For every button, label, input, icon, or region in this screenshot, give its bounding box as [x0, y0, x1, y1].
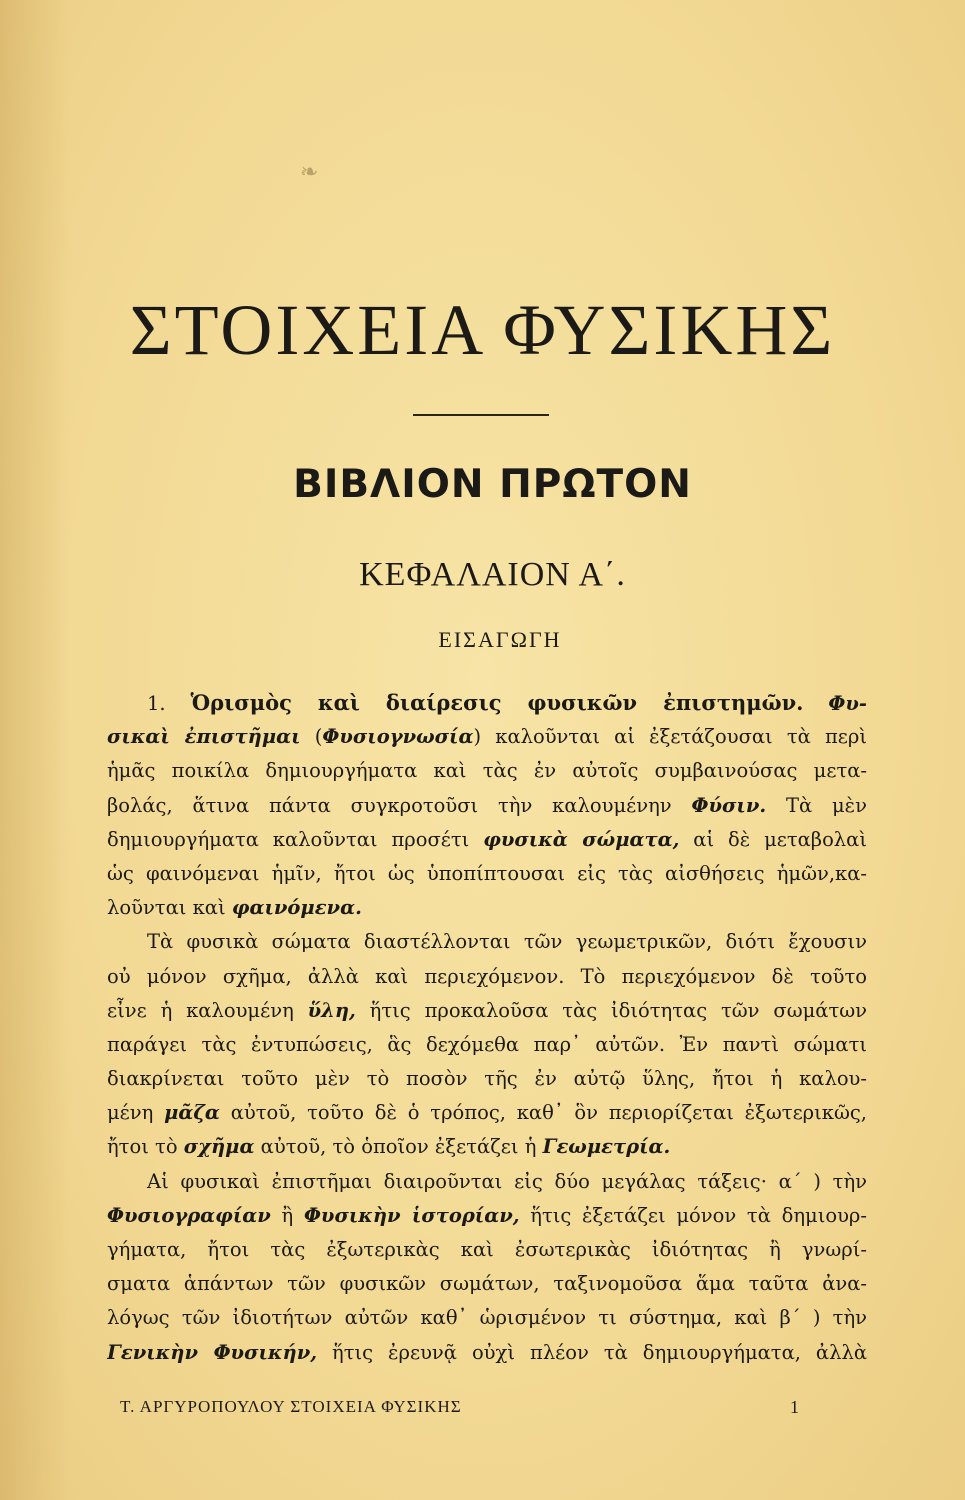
text-span: ἥτις ἐξετάζει μόνον τὰ δημιουρ- — [530, 1203, 867, 1227]
paragraph-number: 1. — [147, 692, 166, 715]
book-heading: ΒΙΒΛΙΟΝ ΠΡΩΤΟΝ — [293, 462, 692, 507]
emphasis-term: Φυ- — [828, 692, 867, 715]
paragraph-heading: Ὁρισμὸς καὶ διαίρεσις φυσικῶν ἐπιστημῶν. — [190, 690, 804, 715]
body-text — [107, 686, 867, 1370]
text-span: μένη — [107, 1101, 154, 1125]
ink-smudge: ❧ — [300, 160, 319, 185]
text-line — [107, 994, 867, 1028]
emphasis-term: ὕλη, — [307, 998, 356, 1022]
text-line: παράγει τὰς ἐντυπώσεις, ἃς δεχόμεθα παρ᾽ αὐτῶν. Ἐν παντὶ σώματι — [107, 1032, 867, 1056]
section-heading: ΕΙΣΑΓΩΓΗ — [438, 627, 562, 652]
text-span: βολάς, ἅτινα πάντα συγκροτοῦσι τὴν καλουμένην — [107, 793, 672, 817]
text-line — [107, 686, 867, 720]
text-line: οὐ μόνον σχῆμα, ἀλλὰ καὶ περιεχόμενον. Τὸ περιεχόμενον δὲ τοῦτο — [107, 964, 867, 988]
emphasis-term: Γεωμετρία. — [542, 1135, 671, 1159]
text-line — [107, 1130, 867, 1164]
text-span: ἤτοι τὸ — [107, 1135, 178, 1159]
emphasis-term: φαινόμενα. — [231, 896, 362, 920]
text-line: γήματα, ἤτοι τὰς ἐξωτερικὰς καὶ ἐσωτερικὰς ἰδιότητας ἢ γνωρί- — [107, 1238, 867, 1261]
text-line — [107, 823, 867, 857]
text-line: διακρίνεται τοῦτο μὲν τὸ ποσὸν τῆς ἐν αὐτῷ ὕλης, ἤτοι ἡ καλου- — [107, 1067, 867, 1091]
emphasis-term: Φυσιογραφίαν — [107, 1203, 271, 1227]
emphasis-term: μᾶζα — [164, 1101, 220, 1125]
emphasis-term: σικαὶ ἐπιστῆμαι — [107, 725, 301, 749]
text-span: δημιουργήματα καλοῦνται προσέτι — [107, 827, 470, 851]
text-span: ἥτις ἐρευνᾷ οὐχὶ πλέον τὰ δημιουργήματα, ἀλλὰ — [332, 1340, 867, 1364]
title-divider — [413, 414, 549, 416]
text-line — [107, 1096, 867, 1130]
chapter-heading: ΚΕΦΑΛΑΙΟΝ Α΄. — [359, 556, 626, 593]
page-signature: Τ. ΑΡΓΥΡΟΠΟΥΛΟΥ ΣΤΟΙΧΕΙΑ ΦΥΣΙΚΗΣ — [120, 1397, 462, 1416]
emphasis-term: σχῆμα — [183, 1135, 255, 1159]
book-title: ΣΤΟΙΧΕΙΑ ΦΥΣΙΚΗΣ — [129, 290, 836, 370]
text-line — [107, 720, 867, 754]
text-span: ἥτις προκαλοῦσα τὰς ἰδιότητας τῶν σωμάτων — [369, 998, 867, 1022]
text-span: εἶνε ἡ καλουμένη — [107, 998, 294, 1022]
text-line: ὡς φαινόμεναι ἡμῖν, ἤτοι ὡς ὑποπίπτουσαι εἰς τὰς αἰσθήσεις ἡμῶν,κα- — [107, 861, 867, 885]
text-line — [107, 891, 867, 925]
text-span: αἱ δὲ μεταβολαὶ — [693, 827, 867, 851]
text-line: Αἱ φυσικαὶ ἐπιστῆμαι διαιροῦνται εἰς δύο μεγάλας τάξεις· α΄ ) τὴν — [147, 1169, 867, 1193]
text-span: ( — [314, 725, 323, 749]
text-line: Τὰ φυσικὰ σώματα διαστέλλονται τῶν γεωμετρικῶν, διότι ἔχουσιν — [147, 930, 867, 954]
text-line — [107, 1199, 867, 1233]
emphasis-term: Φύσιν. — [691, 793, 767, 817]
emphasis-term: Γενικὴν Φυσικήν, — [107, 1340, 318, 1364]
text-line: λόγως τῶν ἰδιοτήτων αὐτῶν καθ᾽ ὡρισμένον τι σύστημα, καὶ β΄ ) τὴν — [107, 1306, 867, 1330]
text-line: ἡμᾶς ποικίλα δημιουργήματα καὶ τὰς ἐν αὐτοῖς συμβαινούσας μετα- — [107, 759, 867, 783]
text-line: σματα ἁπάντων τῶν φυσικῶν σωμάτων, ταξινομοῦσα ἅμα ταῦτα ἀνα- — [107, 1272, 867, 1296]
text-span: ἢ — [281, 1203, 294, 1227]
text-span: λοῦνται καὶ — [107, 896, 226, 920]
text-span: αὐτοῦ, τὸ ὁποῖον ἐξετάζει ἡ — [260, 1135, 537, 1159]
text-span: αὐτοῦ, τοῦτο δὲ ὁ τρόπος, καθ᾽ ὃν περιορίζεται ἐξωτερικῶς, — [230, 1101, 867, 1125]
emphasis-term: Φυσικὴν ἱστορίαν, — [303, 1203, 520, 1227]
emphasis-term: φυσικὰ σώματα, — [483, 827, 680, 851]
text-span: ) καλοῦνται αἱ ἐξετάζουσαι τὰ περὶ — [473, 725, 867, 749]
text-line — [107, 789, 867, 823]
emphasis-term: Φυσιογνωσία — [322, 725, 474, 749]
text-line — [107, 1336, 867, 1370]
text-span: Τὰ μὲν — [785, 793, 867, 817]
page-gutter-shadow — [0, 0, 70, 1500]
page-number: 1 — [790, 1397, 799, 1417]
